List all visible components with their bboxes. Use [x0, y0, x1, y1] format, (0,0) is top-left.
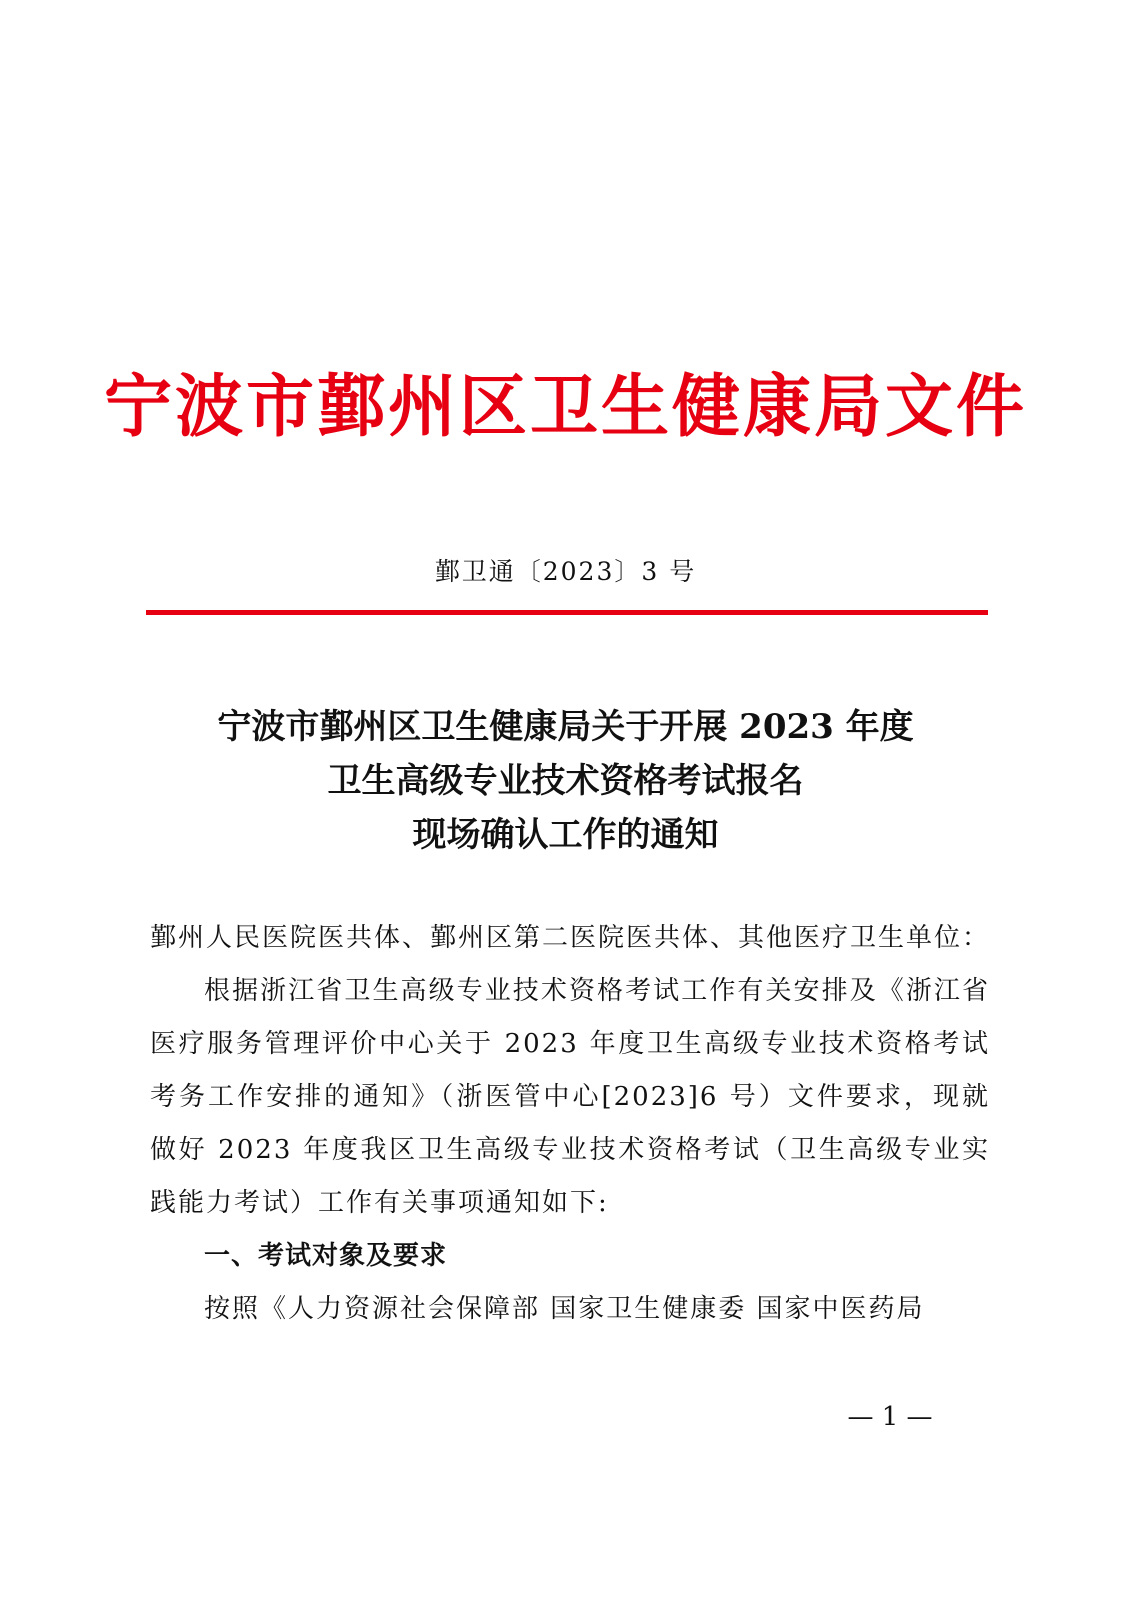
red-divider-line: [146, 610, 988, 615]
body-paragraph-1: 根据浙江省卫生高级专业技术资格考试工作有关安排及《浙江省医疗服务管理评价中心关于 2023 年度卫生高级专业技术资格考试考务工作安排的通知》（浙医管中心[2023]6 号）文件要求，现就做好 2023 年度我区卫生高级专业技术资格考试（卫生高级专业实践能力考试）工作有关事项通知如下:: [150, 976, 990, 1218]
notice-title: [0, 700, 1131, 862]
section-heading-1: 一、考试对象及要求: [204, 1241, 448, 1271]
title-line-1: 宁波市鄞州区卫生健康局关于开展 2023 年度: [217, 707, 914, 747]
document-body: [150, 912, 990, 1336]
addressee: 鄞州人民医院医共体、鄞州区第二医院医共体、其他医疗卫生单位：: [150, 923, 991, 953]
title-line-2: 卫生高级专业技术资格考试报名: [327, 761, 804, 801]
masthead-title: 宁波市鄞州区卫生健康局文件: [103, 367, 1027, 447]
page-number: — 1 —: [847, 1402, 933, 1432]
document-number: 鄞卫通〔2023〕3 号: [434, 557, 697, 586]
title-line-3: 现场确认工作的通知: [412, 815, 719, 855]
body-paragraph-2: 按照《人力资源社会保障部 国家卫生健康委 国家中医药局: [204, 1294, 925, 1324]
